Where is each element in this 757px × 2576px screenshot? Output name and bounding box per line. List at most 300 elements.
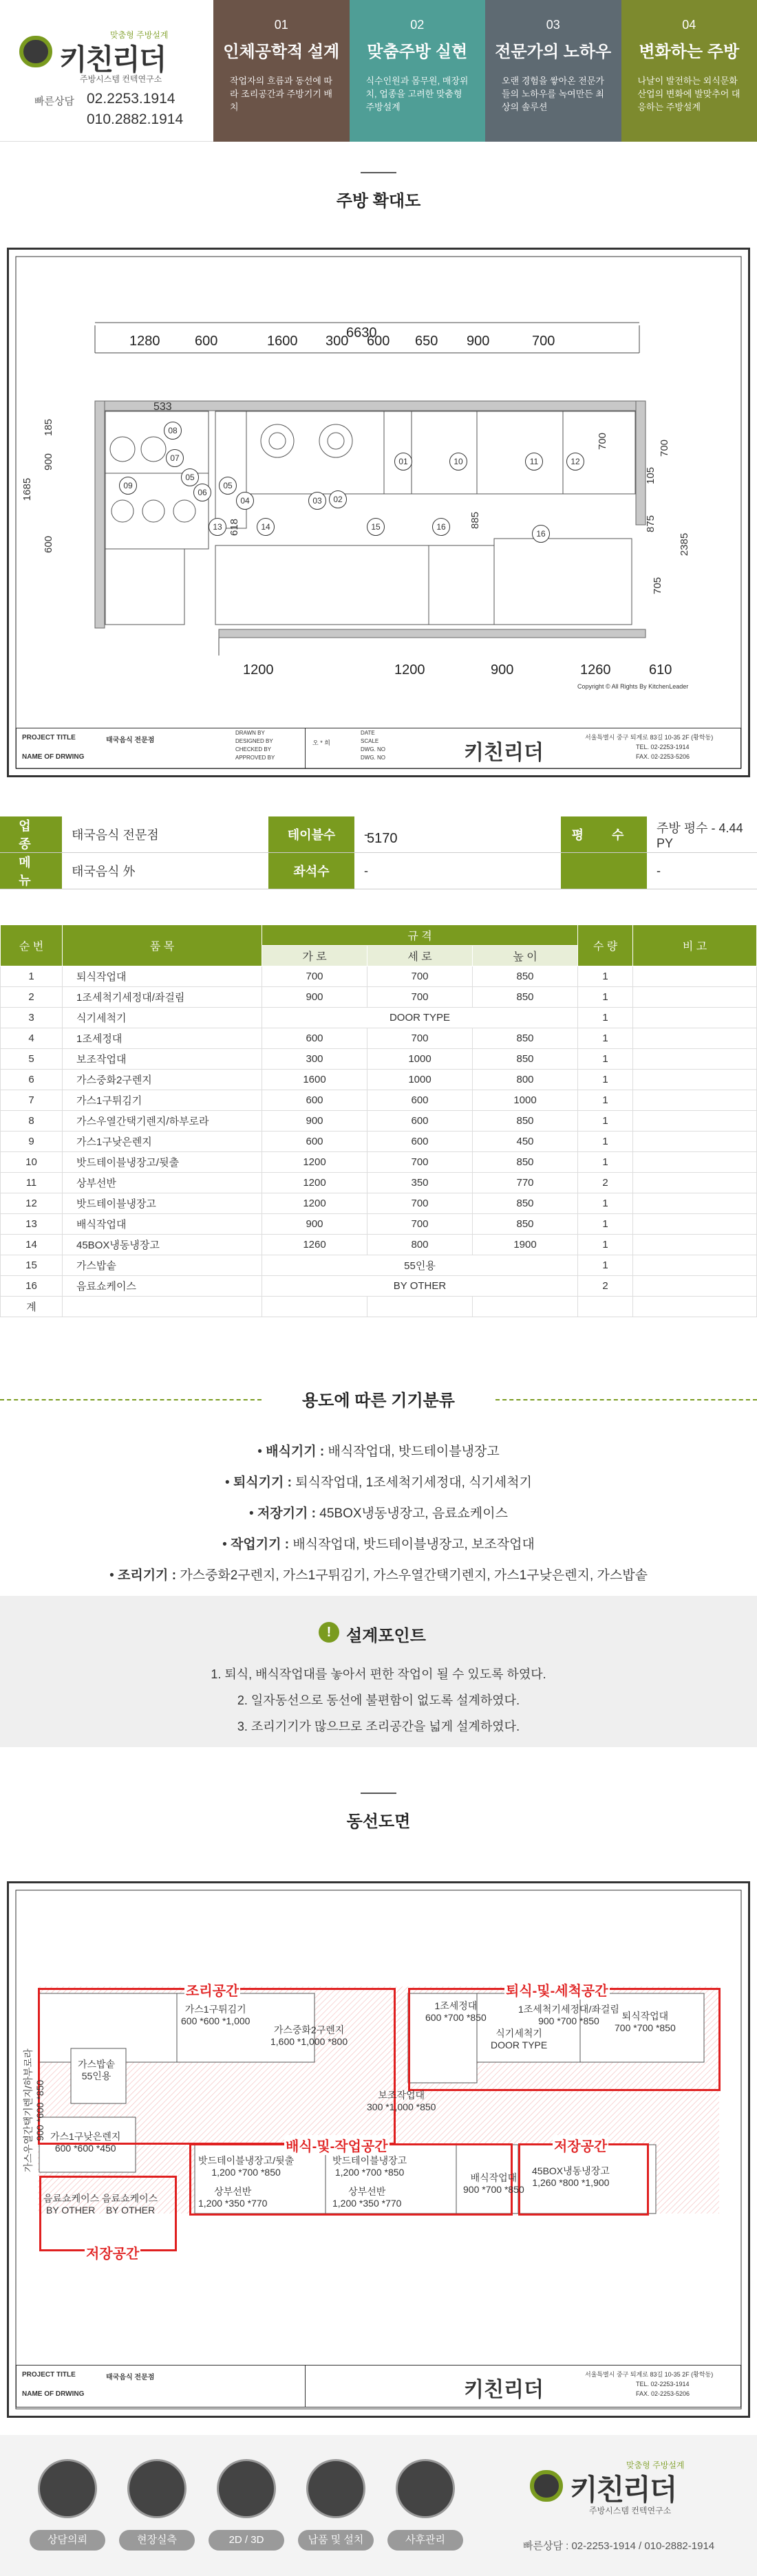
right-dim: 705	[652, 576, 664, 595]
table-cell: 14	[1, 1235, 63, 1255]
tb-dwgno: DWG. NO	[361, 746, 385, 753]
classification-item	[0, 1534, 757, 1552]
tb-designed: DESIGNED BY	[235, 738, 273, 744]
table-cell: 음료쇼케이스	[63, 1276, 262, 1297]
left-dim: 900	[43, 453, 55, 471]
col-qty: 수 량	[578, 925, 633, 966]
bottom-dim: 1260	[580, 662, 611, 678]
flow-equipment-label: 밧드테이블냉장고 1,200 *700 *850	[332, 2155, 407, 2178]
table-cell	[633, 1235, 757, 1255]
zone-serve-label: 배식-및-작업공간	[284, 2135, 390, 2155]
table-cell: 11	[1, 1173, 63, 1193]
table-cell: 1000	[473, 1090, 578, 1111]
table-cell: 1	[578, 1111, 633, 1132]
tb-checked: CHECKED BY	[235, 746, 272, 753]
table-cell: 1600	[262, 1070, 367, 1090]
footer-service-button[interactable]: 사후관리	[387, 2530, 463, 2551]
table-cell	[633, 1193, 757, 1214]
classification-colon: :	[168, 1568, 180, 1583]
top-dim: 1600	[267, 334, 298, 349]
footer-service-icon[interactable]	[217, 2459, 276, 2518]
table-cell: 1	[578, 1214, 633, 1235]
classification-colon: :	[308, 1506, 320, 1521]
equipment-number-callout: 08	[164, 422, 182, 440]
classification-value: 45BOX냉동냉장고, 음료쇼케이스	[319, 1506, 508, 1521]
table-cell: 계	[1, 1297, 63, 1317]
table-cell: 7	[1, 1090, 63, 1111]
feature-panel[interactable]	[350, 0, 486, 142]
classification-key: 저장기기	[257, 1506, 308, 1521]
col-no: 순 번	[1, 925, 63, 966]
table-row	[1, 1049, 757, 1070]
equipment-number-callout: 06	[193, 484, 211, 501]
phone-box	[21, 91, 200, 132]
table-cell: 16	[1, 1276, 63, 1297]
right-dim: 105	[645, 466, 657, 485]
table-cell: 800	[473, 1070, 578, 1090]
logo[interactable]	[14, 28, 206, 83]
table-cell: 700	[367, 966, 473, 987]
table-cell: 1	[578, 1028, 633, 1049]
business-value: 태국음식 전문점	[62, 816, 268, 853]
table-cell: 식기세척기	[63, 1008, 262, 1028]
copyright: Copyright © All Rights By KitchenLeader	[577, 683, 689, 690]
left-dim: 185	[43, 418, 55, 437]
table-row	[1, 1173, 757, 1193]
divider-flow	[361, 1793, 396, 1794]
zone-cook-label: 조리공간	[184, 1980, 240, 2000]
bottom-total-dim: 5170	[367, 831, 398, 846]
menu-label: 메 뉴	[0, 853, 62, 889]
area-label: 평 수	[561, 816, 647, 853]
col-h: 높 이	[473, 946, 578, 966]
table-cell: 55인용	[262, 1255, 578, 1276]
bullet-icon: •	[257, 1444, 266, 1459]
tb-name-label: NAME OF DRWING	[22, 753, 85, 761]
flow-equipment-label: 45BOX냉동냉장고 1,260 *800 *1,900	[532, 2165, 610, 2188]
flow-equipment-label: 가스우열간택기렌지/하부로라 900 *600 *850	[23, 2048, 45, 2172]
ftb-fax: FAX. 02-2253-5206	[636, 2390, 690, 2397]
feature-panel[interactable]	[485, 0, 621, 142]
table-cell: 1	[578, 1049, 633, 1070]
table-row	[1, 1255, 757, 1276]
equipment-number-callout: 03	[308, 492, 326, 510]
right-dim: 700	[597, 432, 609, 451]
table-cell: 5	[1, 1049, 63, 1070]
table-cell: 45BOX냉동냉장고	[63, 1235, 262, 1255]
table-cell: 가스중화2구렌지	[63, 1070, 262, 1090]
classification-key: 작업기기	[231, 1537, 281, 1552]
bottom-dim: 900	[491, 662, 514, 678]
tables-value: -	[354, 816, 561, 853]
table-cell: 1000	[367, 1070, 473, 1090]
equipment-number-callout: 05	[181, 468, 199, 486]
top-dim: 900	[467, 334, 490, 349]
footer-service-button[interactable]: 납품 및 설치	[298, 2530, 374, 2551]
table-cell: BY OTHER	[262, 1276, 578, 1297]
table-cell	[262, 1297, 367, 1317]
table-cell: 600	[367, 1132, 473, 1152]
flow-equipment-label: 보조작업대 300 *1,000 *850	[367, 2090, 436, 2112]
footer-logo-text: 키친리더	[570, 2474, 676, 2506]
flow-equipment-label: 가스밥솥 55인용	[78, 2059, 116, 2081]
table-cell	[63, 1297, 262, 1317]
table-row	[1, 1111, 757, 1132]
flow-equipment-label: 밧드테이블냉장고/뒷출 1,200 *700 *850	[198, 2155, 295, 2178]
table-cell: 1260	[262, 1235, 367, 1255]
ftb-tel: TEL. 02-2253-1914	[636, 2381, 690, 2388]
table-cell: 1900	[473, 1235, 578, 1255]
feature-panel-title: 전문가의 노하우	[495, 43, 612, 61]
table-cell: 850	[473, 1152, 578, 1173]
section-title-flow: 동선도면	[346, 1812, 411, 1831]
table-cell: 850	[473, 1111, 578, 1132]
tb-drawn: DRAWN BY	[235, 730, 265, 736]
dim-533: 533	[153, 401, 172, 413]
phone-2[interactable]: 010.2882.1914	[87, 111, 184, 127]
table-cell: 1200	[262, 1193, 367, 1214]
classification-value: 가스중화2구렌지, 가스1구튀김기, 가스우열간택기렌지, 가스1구낮은렌지, 가스밥솥	[180, 1568, 648, 1583]
bullet-icon: •	[249, 1506, 257, 1521]
right-dim: 2385	[679, 532, 691, 556]
info-icon: !	[319, 1622, 339, 1643]
feature-panel-desc: 작업자의 흐름과 동선에 따라 조리공간과 주방기기 배치	[230, 76, 332, 112]
flow-equipment-label: 가스1구낮은렌지 600 *600 *450	[50, 2131, 121, 2154]
table-cell: 2	[578, 1173, 633, 1193]
equipment-number-callout: 16	[532, 525, 550, 543]
tb-project: 태국음식 전문점	[106, 737, 155, 744]
table-cell: 10	[1, 1152, 63, 1173]
table-cell: 600	[262, 1090, 367, 1111]
table-cell	[633, 1152, 757, 1173]
equipment-number-callout: 15	[367, 518, 385, 536]
divider	[361, 172, 396, 173]
table-row	[1, 1276, 757, 1297]
table-cell	[473, 1297, 578, 1317]
bullet-icon: •	[222, 1537, 231, 1552]
ftb-logo: 키친리더	[464, 2379, 544, 2401]
right-dim: 875	[645, 515, 657, 533]
business-label: 업 종	[0, 816, 62, 853]
classification-key: 조리기기	[118, 1568, 169, 1583]
table-cell: 1	[578, 1008, 633, 1028]
info-empty	[561, 853, 647, 889]
table-row	[1, 1008, 757, 1028]
table-cell	[633, 1111, 757, 1132]
equipment-number-callout: 09	[119, 477, 137, 495]
table-cell: 9	[1, 1132, 63, 1152]
equipment-number-callout: 14	[257, 518, 275, 536]
table-cell: 350	[367, 1173, 473, 1193]
feature-panel-title: 변화하는 주방	[639, 43, 740, 61]
flow-equipment-label: 1조세정대 600 *700 *850	[425, 2000, 487, 2023]
table-row	[1, 1152, 757, 1173]
title-block	[16, 728, 741, 769]
equipment-number-callout: 16	[432, 518, 450, 536]
flow-equipment-label: 상부선반 1,200 *350 *770	[198, 2186, 268, 2209]
ftb-name-label: NAME OF DRWING	[22, 2390, 85, 2398]
classification-colon: :	[316, 1444, 328, 1459]
flow-drawing	[7, 1881, 750, 2418]
table-row	[1, 1235, 757, 1255]
feature-panel[interactable]	[213, 0, 350, 142]
equipment-number-callout: 11	[525, 453, 543, 470]
flow-title-block	[16, 2365, 741, 2407]
footer-service-button[interactable]: 2D / 3D	[209, 2530, 284, 2551]
table-cell: 450	[473, 1132, 578, 1152]
feature-panels	[213, 0, 757, 142]
table-cell	[633, 1214, 757, 1235]
footer-service-icon[interactable]	[127, 2459, 186, 2518]
table-row	[1, 1297, 757, 1317]
equipment-number-callout: 05	[219, 477, 237, 495]
table-cell: 700	[367, 1152, 473, 1173]
table-cell: 1	[578, 1235, 633, 1255]
equipment-number-callout: 13	[209, 518, 226, 536]
feature-panel-num: 03	[546, 18, 560, 32]
table-row	[1, 1090, 757, 1111]
table-row	[1, 1193, 757, 1214]
feature-panel-num: 01	[274, 18, 288, 32]
top-dim: 1280	[129, 334, 160, 349]
flow-equipment-label: 식기세척기 DOOR TYPE	[491, 2028, 548, 2050]
table-cell	[633, 1297, 757, 1317]
table-cell: 15	[1, 1255, 63, 1276]
kitchen-plan-svg	[9, 250, 748, 775]
table-cell: 600	[367, 1111, 473, 1132]
equipment-number-callout: 01	[394, 453, 412, 470]
col-d: 세 로	[367, 946, 473, 966]
tb-logo: 키친리더	[464, 742, 544, 764]
table-cell: 1200	[262, 1152, 367, 1173]
phone-1[interactable]: 02.2253.1914	[87, 91, 175, 107]
left-dim: 1685	[21, 477, 34, 501]
flow-equipment-label: 가스1구튀김기 600 *600 *1,000	[181, 2004, 250, 2026]
table-cell: 4	[1, 1028, 63, 1049]
table-cell: 1	[578, 1193, 633, 1214]
tb-addr: 서울특별시 중구 퇴계로 83길 10-35 2F (황학동)	[585, 734, 714, 741]
table-cell	[633, 1132, 757, 1152]
seats-value: -	[354, 853, 561, 889]
table-cell: 850	[473, 1028, 578, 1049]
tb-scale: SCALE	[361, 738, 379, 744]
ftb-project: 태국음식 전문점	[106, 2374, 155, 2381]
table-cell: 700	[262, 966, 367, 987]
classification-value: 배식작업대, 밧드테이블냉장고, 보조작업대	[292, 1537, 535, 1552]
flow-equipment-label: 음료쇼케이스 음료쇼케이스 BY OTHER BY OTHER	[43, 2193, 158, 2216]
classification-value: 배식작업대, 밧드테이블냉장고	[328, 1444, 500, 1459]
project-info-table	[0, 816, 757, 889]
table-cell: 600	[367, 1090, 473, 1111]
table-cell	[633, 1255, 757, 1276]
table-cell: 700	[367, 1214, 473, 1235]
table-cell: 8	[1, 1111, 63, 1132]
table-cell: 1	[578, 1070, 633, 1090]
table-cell	[633, 987, 757, 1008]
table-cell: 900	[262, 987, 367, 1008]
footer-service-button[interactable]: 현장실측	[119, 2530, 195, 2551]
equipment-number-callout: 02	[329, 490, 347, 508]
section-title-classification: 용도에 따른 기기분류	[302, 1392, 455, 1410]
footer-logo-caption: 주방시스템 컨텍연구소	[589, 2506, 672, 2515]
classification-colon: :	[281, 1537, 293, 1552]
classification-key: 퇴식기기	[233, 1475, 284, 1490]
right-dim: 700	[659, 439, 671, 457]
table-cell: 2	[1, 987, 63, 1008]
ftb-project-label: PROJECT TITLE	[22, 2371, 76, 2379]
top-dim: 700	[532, 334, 555, 349]
tb-project-label: PROJECT TITLE	[22, 734, 76, 742]
tb-fax: FAX. 02-2253-5206	[636, 753, 690, 760]
table-cell: 850	[473, 1049, 578, 1070]
table-cell	[633, 1173, 757, 1193]
table-cell: 850	[473, 987, 578, 1008]
table-cell: 1200	[262, 1173, 367, 1193]
classification-item	[0, 1441, 757, 1460]
classification-item	[0, 1472, 757, 1491]
table-cell	[578, 1297, 633, 1317]
right-dim: 885	[469, 511, 482, 530]
table-cell: 900	[262, 1214, 367, 1235]
table-cell	[367, 1297, 473, 1317]
table-cell: 700	[367, 1193, 473, 1214]
equipment-number-callout: 10	[449, 453, 467, 470]
col-size: 규 격	[262, 925, 578, 946]
flow-equipment-label: 상부선반 1,200 *350 *770	[332, 2186, 402, 2209]
classification-value: 퇴식작업대, 1조세척기세정대, 식기세척기	[295, 1475, 532, 1490]
phone-label: 빠른상담	[34, 96, 74, 107]
col-w: 가 로	[262, 946, 367, 966]
bullet-icon: •	[225, 1475, 233, 1490]
top-dim: 300	[326, 334, 349, 349]
design-point: 3. 조리기기가 많으므로 조리공간을 넓게 설계하였다.	[237, 1720, 520, 1733]
footer-service-icon[interactable]	[38, 2459, 97, 2518]
design-point: 1. 퇴식, 배식작업대를 놓아서 편한 작업이 될 수 있도록 하였다.	[211, 1667, 546, 1681]
equipment-number-callout: 12	[566, 453, 584, 470]
classification-item	[0, 1565, 757, 1583]
feature-panel-desc: 식수인원과 몸무원, 매장위치, 업종을 고려한 맞춤형 주방설계	[365, 76, 469, 112]
feature-panel-num: 02	[410, 18, 425, 32]
menu-value: 태국음식 外	[62, 853, 268, 889]
table-cell: 1	[578, 1132, 633, 1152]
top-dim: 650	[415, 334, 438, 349]
footer-logo[interactable]	[530, 2459, 736, 2528]
table-cell: 2	[578, 1276, 633, 1297]
footer-contact[interactable]: 빠른상담 : 02-2253-1914 / 010-2882-1914	[523, 2540, 715, 2552]
section-title-plan: 주방 확대도	[336, 192, 421, 210]
classification-item	[0, 1503, 757, 1522]
table-cell: 900	[262, 1111, 367, 1132]
footer-service-button[interactable]: 상담의뢰	[30, 2530, 105, 2551]
col-name: 품 목	[63, 925, 262, 966]
table-cell	[633, 966, 757, 987]
table-cell: 퇴식작업대	[63, 966, 262, 987]
table-cell: 가스우열간택기렌지/하부로라	[63, 1111, 262, 1132]
zone-wash-label: 퇴식-및-세척공간	[504, 1980, 610, 2000]
equipment-spec-table	[0, 924, 757, 1317]
table-cell: 3	[1, 1008, 63, 1028]
table-cell: 850	[473, 1214, 578, 1235]
table-cell: 1	[578, 1255, 633, 1276]
zone-store-label: 저장공간	[553, 2135, 608, 2155]
table-row	[1, 966, 757, 987]
design-point: 2. 일자동선으로 동선에 불편함이 없도록 설계하였다.	[237, 1693, 520, 1707]
bottom-dim: 1200	[243, 662, 274, 678]
logo-text: 키친리더	[59, 43, 166, 76]
extra-value: -	[647, 853, 757, 889]
table-cell: 700	[367, 987, 473, 1008]
right-dim: 618	[228, 518, 241, 537]
table-cell	[633, 1090, 757, 1111]
classification-key: 배식기기	[266, 1444, 317, 1459]
table-cell: 1	[578, 987, 633, 1008]
table-cell: 13	[1, 1214, 63, 1235]
table-cell: 850	[473, 966, 578, 987]
logo-caption: 주방시스템 컨텍연구소	[80, 74, 162, 84]
bottom-dim: 610	[649, 662, 672, 678]
tb-approved: APPROVED BY	[235, 755, 275, 761]
flow-equipment-label: 가스중화2구렌지 1,600 *1,000 *800	[270, 2024, 348, 2047]
table-cell: 밧드테이블냉장고/뒷출	[63, 1152, 262, 1173]
feature-panel-title: 맞춤주방 실현	[367, 43, 468, 61]
table-cell: 1	[578, 1090, 633, 1111]
table-cell: 800	[367, 1235, 473, 1255]
tb-tel: TEL. 02-2253-1914	[636, 744, 690, 750]
table-cell	[633, 1028, 757, 1049]
tb-designer: 오 * 희	[312, 739, 330, 746]
feature-panel[interactable]	[621, 0, 757, 142]
equipment-number-callout: 04	[236, 492, 254, 510]
table-row	[1, 987, 757, 1008]
footer-service-icon[interactable]	[306, 2459, 365, 2518]
table-cell: 배식작업대	[63, 1214, 262, 1235]
area-value: 주방 평수 - 4.44 PY	[647, 816, 757, 853]
table-cell: 밧드테이블냉장고	[63, 1193, 262, 1214]
table-cell: 6	[1, 1070, 63, 1090]
table-cell: 1000	[367, 1049, 473, 1070]
table-cell: 상부선반	[63, 1173, 262, 1193]
design-points-title: 설계포인트	[346, 1627, 426, 1645]
ftb-addr: 서울특별시 중구 퇴계로 83길 10-35 2F (황학동)	[585, 2371, 714, 2378]
table-cell: 1조세정대	[63, 1028, 262, 1049]
feature-panel-num: 04	[682, 18, 696, 32]
footer-service-icon[interactable]	[396, 2459, 455, 2518]
table-cell	[633, 1049, 757, 1070]
footer	[0, 2435, 757, 2576]
tables-label: 테이블수	[268, 816, 354, 853]
table-row	[1, 1070, 757, 1090]
table-cell: 가스1구튀김기	[63, 1090, 262, 1111]
table-cell: 300	[262, 1049, 367, 1070]
table-cell: 600	[262, 1028, 367, 1049]
top-dim: 600	[195, 334, 218, 349]
logo-mark-icon	[19, 36, 52, 67]
table-cell: 700	[367, 1028, 473, 1049]
header	[0, 0, 757, 142]
table-cell: 가스1구낮은렌지	[63, 1132, 262, 1152]
table-cell: 1	[578, 966, 633, 987]
table-cell: DOOR TYPE	[262, 1008, 578, 1028]
table-cell	[633, 1276, 757, 1297]
bottom-dim: 1200	[394, 662, 425, 678]
flow-equipment-label: 1조세척기세정대/좌걸림 900 *700 *850	[518, 2004, 619, 2026]
flow-equipment-label: 배식작업대 900 *700 *850	[463, 2172, 524, 2195]
feature-panel-desc: 오랜 경험을 쌓아온 전문가들의 노하우를 녹여만든 최상의 솔루션	[502, 76, 604, 112]
table-cell: 1	[578, 1152, 633, 1173]
bullet-icon: •	[109, 1568, 118, 1583]
top-dim: 600	[367, 334, 390, 349]
zone-store2-label: 저장공간	[85, 2242, 140, 2262]
